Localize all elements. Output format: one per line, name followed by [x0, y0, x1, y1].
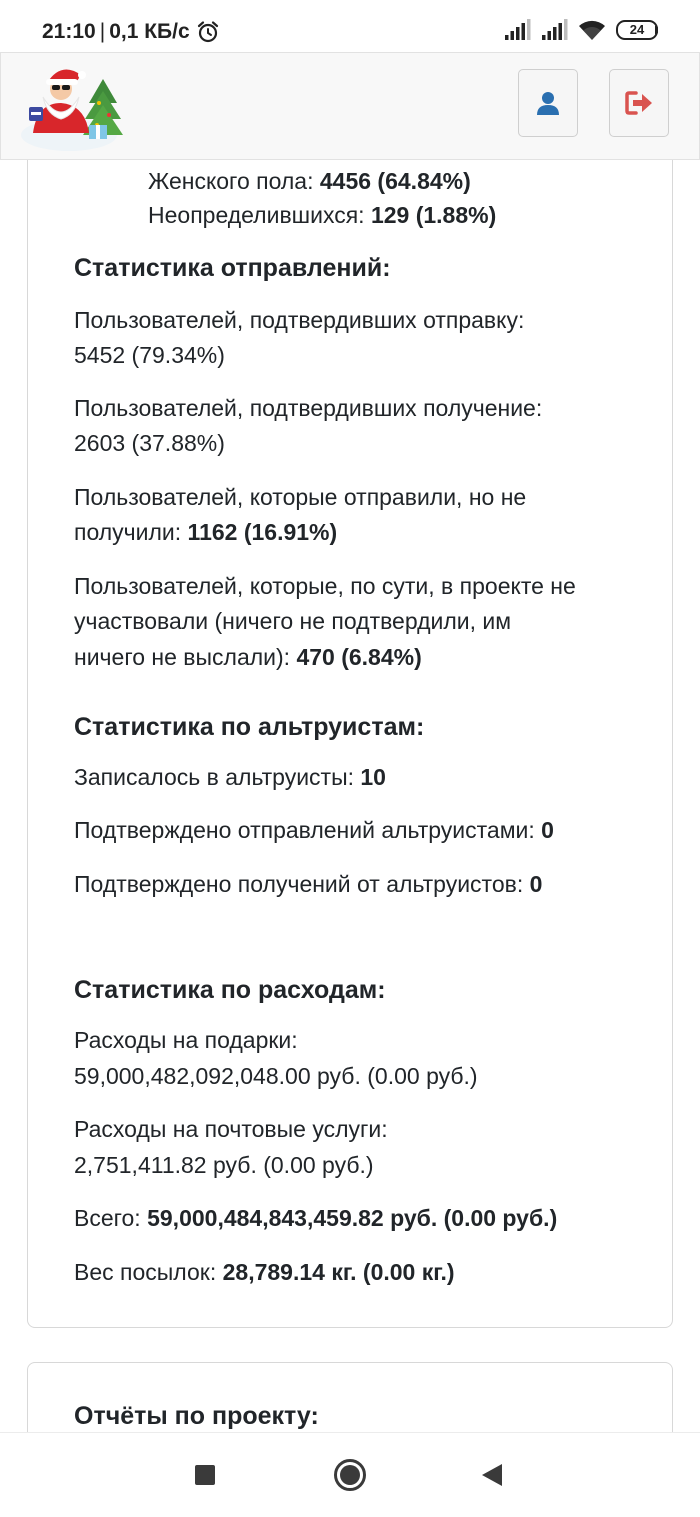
altruists-signed-up-value: 10 [360, 764, 386, 790]
inactive-label-3: ничего не выслали): [74, 644, 291, 670]
altruists-confirmed-sent-value: 0 [541, 817, 554, 843]
app-header [0, 52, 700, 160]
status-separator: | [99, 20, 106, 43]
sent-not-received-value: 1162 (16.91%) [187, 519, 338, 545]
postal-value: 2,751,411.82 руб. (0.00 руб.) [74, 1152, 374, 1178]
altruists-signed-up-stat [74, 762, 386, 792]
alarm-icon [196, 20, 220, 44]
status-time: 21:10 [42, 20, 96, 43]
sent-not-received-label-1: Пользователей, которые отправили, но не [74, 484, 527, 510]
total-stat [74, 1203, 557, 1233]
profile-button[interactable] [518, 69, 578, 137]
confirmed-sent-value: 5452 (79.34%) [74, 342, 225, 368]
female-stat [148, 166, 471, 196]
weight-label: Вес посылок: [74, 1259, 217, 1285]
confirmed-sent-label: Пользователей, подтвердивших отправку: [74, 307, 525, 333]
postal-label: Расходы на почтовые услуги: [74, 1116, 388, 1142]
sent-not-received-stat [74, 517, 337, 547]
sent-not-received-label-2: получили: [74, 519, 182, 545]
shipping-heading: Статистика отправлений: [74, 254, 391, 282]
weight-stat [74, 1257, 455, 1287]
circle-home-icon [333, 1458, 367, 1492]
back-button[interactable] [470, 1453, 514, 1497]
inactive-label-1: Пользователей, которые, по сути, в проекте не [74, 573, 576, 599]
logout-icon [625, 90, 653, 116]
total-value: 59,000,484,843,459.82 руб. (0.00 руб.) [147, 1205, 558, 1231]
inactive-label-2: участвовали (ничего не подтвердили, им [74, 608, 512, 634]
square-icon [194, 1464, 216, 1486]
female-label: Женского пола: [148, 168, 314, 194]
nav-bar [0, 1432, 700, 1517]
altruists-confirmed-received-value: 0 [529, 871, 543, 897]
altruists-signed-up-label: Записалось в альтруисты: [74, 764, 354, 790]
total-label: Всего: [74, 1205, 141, 1231]
wifi-icon [578, 19, 606, 41]
status-left [42, 18, 220, 46]
gifts-value: 59,000,482,092,048.00 руб. (0.00 руб.) [74, 1063, 478, 1089]
altruists-confirmed-sent-stat [74, 815, 554, 845]
triangle-back-icon [480, 1462, 504, 1488]
battery-tip [655, 26, 658, 34]
status-right [504, 19, 658, 41]
confirmed-received-value: 2603 (37.88%) [74, 430, 225, 456]
recents-button[interactable] [183, 1453, 227, 1497]
expenses-heading: Статистика по расходам: [74, 976, 386, 1004]
weight-value: 28,789.14 кг. (0.00 кг.) [222, 1259, 455, 1285]
signal-icon-1 [504, 19, 531, 41]
reports-heading: Отчёты по проекту: [74, 1402, 319, 1430]
undefined-stat [148, 200, 496, 230]
altruists-confirmed-received-stat [74, 869, 542, 899]
inactive-value: 470 (6.84%) [296, 644, 422, 670]
status-bar [0, 0, 700, 52]
user-icon [535, 90, 561, 116]
altruists-heading: Статистика по альтруистам: [74, 713, 425, 741]
female-value: 4456 (64.84%) [319, 168, 471, 194]
battery-icon [616, 20, 658, 40]
confirmed-received-label: Пользователей, подтвердивших получение: [74, 395, 543, 421]
battery-level: 24 [616, 20, 658, 40]
network-speed: 0,1 КБ/с [109, 20, 190, 43]
logout-button[interactable] [609, 69, 669, 137]
santa-logo-icon[interactable] [19, 63, 123, 151]
inactive-stat [74, 642, 422, 672]
altruists-confirmed-sent-label: Подтверждено отправлений альтруистами: [74, 817, 535, 843]
gifts-label: Расходы на подарки: [74, 1027, 298, 1053]
undefined-value: 129 (1.88%) [370, 202, 497, 228]
home-button[interactable] [328, 1453, 372, 1497]
undefined-label: Неопределившихся: [148, 202, 365, 228]
signal-icon-2 [541, 19, 568, 41]
altruists-confirmed-received-label: Подтверждено получений от альтруистов: [74, 871, 524, 897]
